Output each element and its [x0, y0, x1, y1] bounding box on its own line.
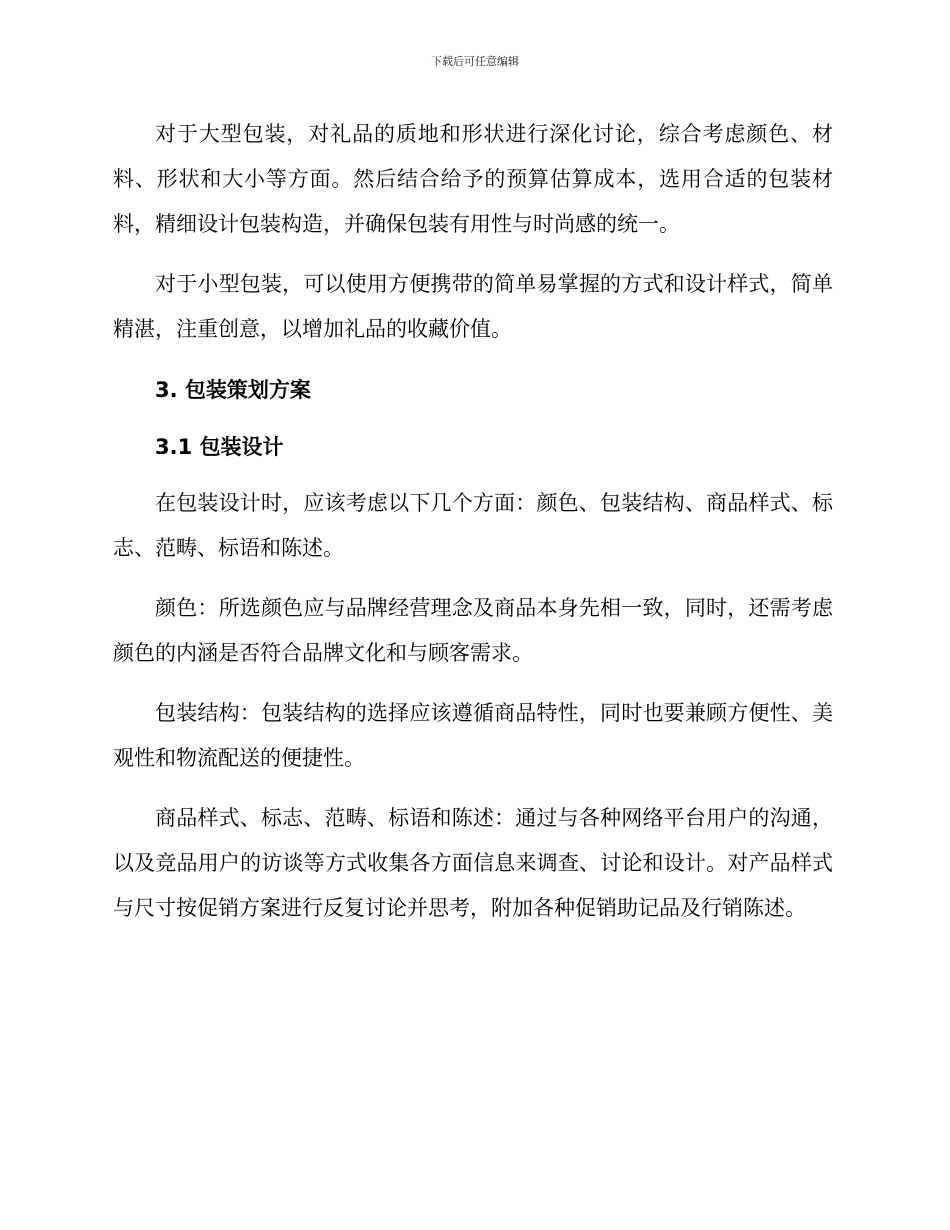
paragraph-large-packaging: 对于大型包装，对礼品的质地和形状进行深化讨论，综合考虑颜色、材料、形状和大小等方面。然后结合给予的预算估算成本，选用合适的包装材料，精细设计包装构造，并确保包装有用性与时尚感的统一。 [113, 122, 833, 236]
page-header-note: 下载后可任意编辑 [431, 55, 519, 68]
document-body [113, 112, 833, 946]
paragraph-color: 颜色：所选颜色应与品牌经营理念及商品本身先相一致，同时，还需考虑颜色的内涵是否符合品牌文化和与顾客需求。 [113, 596, 833, 665]
section-heading: 3. 包装策划方案 [155, 378, 311, 402]
paragraph-design-aspects: 在包装设计时，应该考虑以下几个方面：颜色、包装结构、商品样式、标志、范畴、标语和陈述。 [113, 491, 833, 560]
paragraph-style-and-statements: 商品样式、标志、范畴、标语和陈述：通过与各种网络平台用户的沟通，以及竞品用户的访谈等方式收集各方面信息来调查、讨论和设计。对产品样式与尺寸按促销方案进行反复讨论并思考，附加各种促销助记品及行销陈述。 [113, 806, 833, 920]
paragraph-small-packaging: 对于小型包装，可以使用方便携带的简单易掌握的方式和设计样式，简单精湛，注重创意，以增加礼品的收藏价值。 [113, 272, 833, 341]
subsection-heading: 3.1 包装设计 [155, 435, 284, 459]
paragraph-structure: 包装结构：包装结构的选择应该遵循商品特性，同时也要兼顾方便性、美观性和物流配送的便捷性。 [113, 701, 833, 770]
